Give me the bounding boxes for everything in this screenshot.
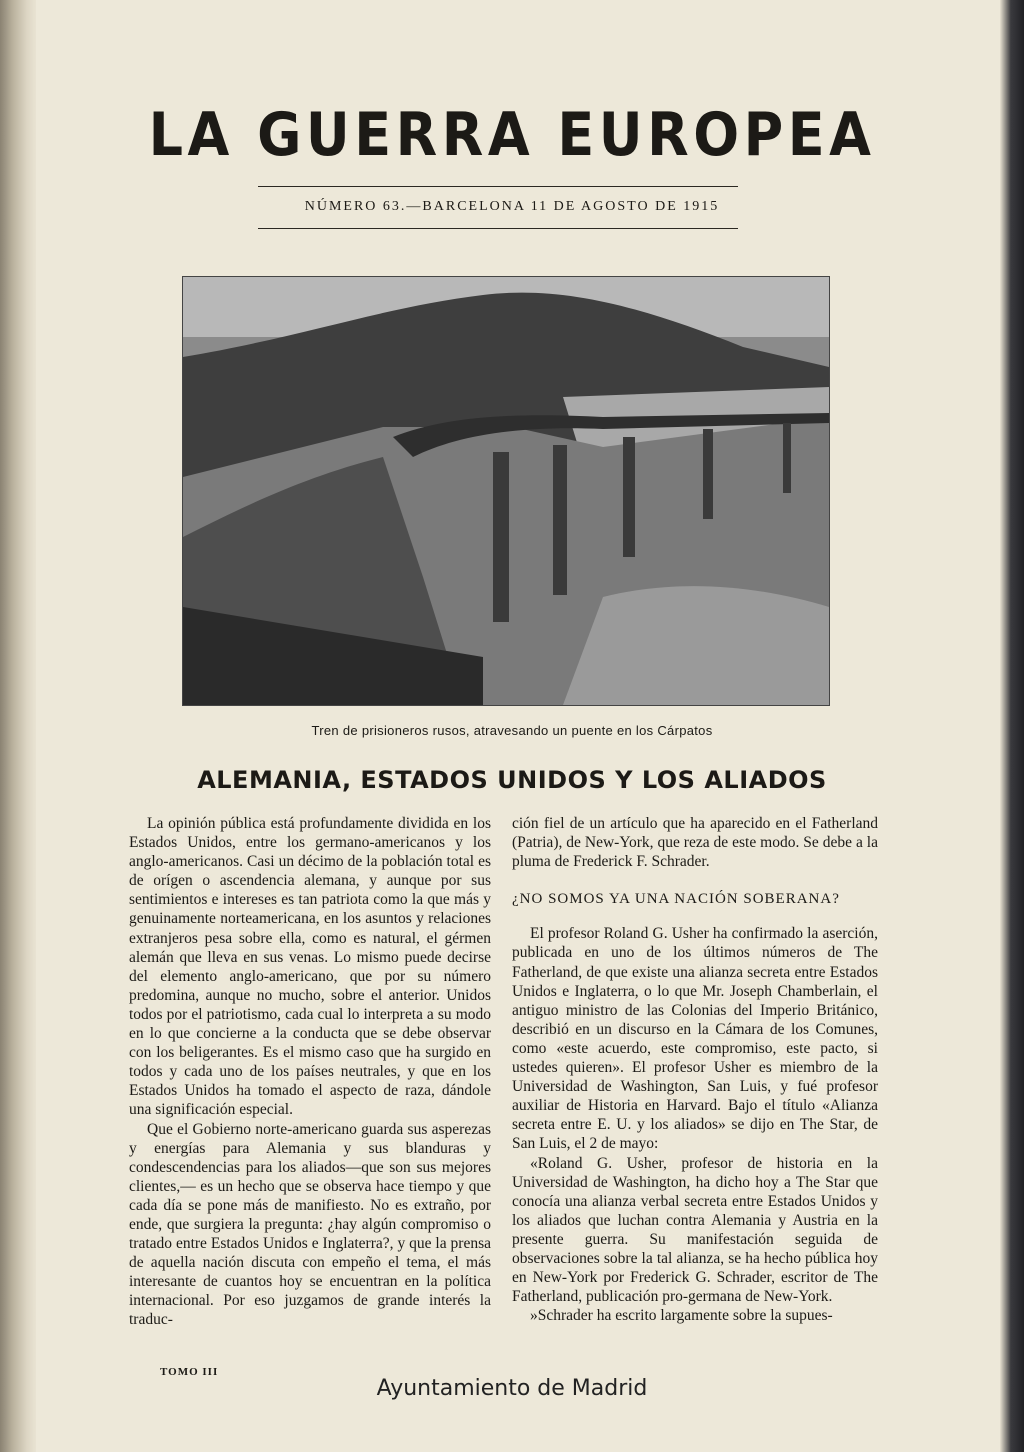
- article-paragraph: Que el Gobierno norte-americano guarda sus asperezas y energías para Alemania y sus blanduras y condescendencias para los aliados—que son sus mejores clientes,— es un hecho que se observa hace tiempo y que cada día se pone más de manifiesto. No es extraño, por ende, que surgiera la pregunta: ¿hay algún compromiso o tratado entre Estados Unidos e Inglaterra?, y que la prensa de aquella nación discuta con empeño el tema, el más interesante de cuantos hoy se encuentran en la política internacional. Por eso juzgamos de grande interés la traduc-: [129, 1120, 491, 1329]
- masthead-rule-bottom: [258, 228, 738, 229]
- volume-label: TOMO III: [160, 1366, 219, 1378]
- photo-caption: Tren de prisioneros rusos, atravesando un puente en los Cárpatos: [311, 723, 713, 738]
- article-subheading: ¿NO SOMOS YA UNA NACIÓN SOBERANA?: [512, 891, 840, 908]
- masthead-title: LA GUERRA EUROPEA: [148, 100, 876, 170]
- photo-illustration: [183, 277, 829, 705]
- article-column-left: [129, 814, 491, 1330]
- archive-watermark: Ayuntamiento de Madrid: [376, 1376, 648, 1401]
- article-paragraph: ción fiel de un artículo que ha aparecido en el Fatherland (Patria), de New-York, que reza de este modo. Se debe a la pluma de Frederick F. Schrader.: [512, 815, 878, 871]
- article-paragraph: «Roland G. Usher, profesor de historia en la Universidad de Washington, ha dicho hoy a The Star que conocía una alianza verbal secreta entre Estados Unidos y los aliados que luchan contra Alemania y Austria en la presente guerra. Su manifestación seguida de observaciones sobre la tal alianza, se ha hecho pública hoy en New-York por Frederick G. Schrader, escritor de The Fatherland, publicación pro-germana de New-York.: [512, 1154, 878, 1306]
- front-page-photo: [182, 276, 830, 706]
- article-paragraph: El profesor Roland G. Usher ha confirmado la aserción, publicada en uno de los últimos números de The Fatherland, de que existe una alianza secreta entre Estados Unidos e Inglaterra, o lo que Mr. Joseph Chamberlain, el antiguo ministro de las Colonias del Imperio Británico, describió en un discurso en la Cámara de los Comunes, como «este acuerdo, este compromiso, este pacto, si ustedes quieren». El profesor Usher es miembro de la Universidad de Washington, San Luis, y fué profesor auxiliar de Historia en Harvard. Bajo el título «Alianza secreta entre E. U. y los aliados» se dijo en The Star, de San Luis, el 2 de mayo:: [512, 925, 878, 1153]
- article-paragraph: La opinión pública está profundamente dividida en los Estados Unidos, entre los germano-americanos y los anglo-americanos. Casi un décimo de la población total es de orígen o ascendencia alemana, y aunque por sus sentimientos e intereses es tan patriota como la que más y genuinamente norteamericana, en los asuntos y relaciones extranjeros pesa sobre ella, como es natural, el gérmen alemán que lleva en sus venas. Lo mismo puede decirse del elemento anglo-americano, que por su número predomina, aunque no mucho, sobre el anterior. Unidos todos por el patriotismo, cada cual lo interpreta a su modo en lo que concierne a la conducta que se debe observar con los beligerantes. Es el mismo caso que ha surgido en todos y cada uno de los países neutrales, y que en los Estados Unidos ha tomado el aspecto de raza, dándole una significación especial.: [129, 815, 491, 1119]
- issue-line: NÚMERO 63.—BARCELONA 11 DE AGOSTO DE 1915: [304, 199, 720, 214]
- masthead-rule-top: [258, 186, 738, 187]
- article-headline: ALEMANIA, ESTADOS UNIDOS Y LOS ALIADOS: [197, 766, 827, 794]
- article-column-right: [512, 814, 878, 1325]
- article-paragraph: »Schrader ha escrito largamente sobre la supues-: [530, 1307, 833, 1325]
